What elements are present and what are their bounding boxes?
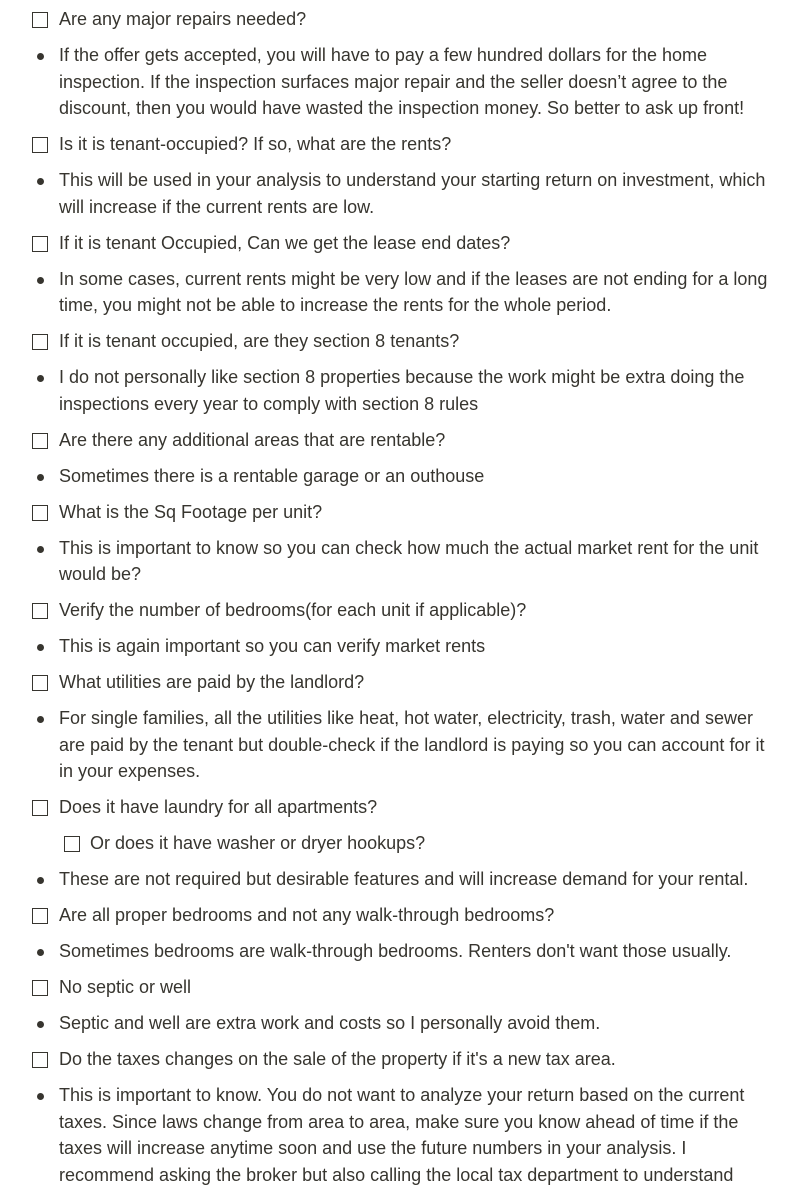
note-text-line: taxes will increase anytime soon and use the future numbers in your analysis. I (59, 1138, 687, 1158)
note-text-line: time, you might not be able to increase the rents for the whole period. (59, 295, 612, 315)
bullet-icon (37, 949, 44, 956)
note-text-line: I do not personally like section 8 properties because the work might be extra doing the (59, 367, 745, 387)
checklist-item-label: What is the Sq Footage per unit? (59, 501, 323, 522)
bullet-icon (37, 474, 44, 481)
checklist-item-label: Is it is tenant-occupied? If so, what are the rents? (59, 134, 452, 154)
note-text-line: Septic and well are extra work and costs so I personally avoid them. (59, 1013, 601, 1033)
checkbox[interactable] (32, 334, 48, 350)
note-text-line: taxes. Since laws change from area to area, make sure you know ahead of time if the (59, 1111, 739, 1132)
note-text-line: For single families, all the utilities like heat, hot water, electricity, trash, water and sewer (59, 708, 753, 728)
checkbox[interactable] (32, 675, 48, 691)
bullet-icon (37, 716, 44, 723)
checklist-item-label: What utilities are paid by the landlord? (59, 672, 365, 692)
note-text-line: Sometimes bedrooms are walk-through bedrooms. Renters don't want those usually. (59, 941, 732, 961)
checkbox[interactable] (32, 800, 48, 816)
checkbox[interactable] (32, 433, 48, 449)
checklist-item-label: Are all proper bedrooms and not any walk-through bedrooms? (59, 905, 555, 925)
bullet-icon (37, 1021, 44, 1028)
bullet-icon (37, 644, 44, 651)
bullet-icon (37, 877, 44, 884)
checklist-item-label: If it is tenant occupied, are they section 8 tenants? (59, 331, 460, 351)
checklist-item-label: Are any major repairs needed? (59, 9, 307, 29)
note-text-line: recommend asking the broker but also calling the local tax department to understand (59, 1164, 734, 1185)
checklist-item-label: No septic or well (59, 977, 192, 997)
note-text-line: If the offer gets accepted, you will have to pay a few hundred dollars for the home (59, 45, 708, 65)
checkbox[interactable] (32, 505, 48, 521)
checkbox[interactable] (32, 12, 48, 28)
checkbox[interactable] (32, 980, 48, 996)
note-text-line: These are not required but desirable features and will increase demand for your rental. (59, 869, 749, 889)
note-text-line: This is important to know so you can check how much the actual market rent for the unit (59, 537, 759, 558)
checkbox[interactable] (32, 1052, 48, 1068)
checkbox[interactable] (32, 236, 48, 252)
note-text-line: inspections every year to comply with section 8 rules (59, 393, 479, 414)
checkbox[interactable] (32, 137, 48, 153)
note-text-line: discount, then you would have wasted the inspection money. So better to ask up front! (59, 98, 745, 118)
bullet-icon (37, 277, 44, 284)
checkbox[interactable] (64, 836, 80, 852)
checklist-item-label: If it is tenant Occupied, Can we get the lease end dates? (59, 232, 511, 253)
note-text-line: In some cases, current rents might be very low and if the leases are not ending for a long (59, 268, 768, 289)
bullet-icon (37, 178, 44, 185)
checklist-item-label: Do the taxes changes on the sale of the property if it's a new tax area. (59, 1049, 616, 1069)
note-text-line: will increase if the current rents are low. (59, 196, 375, 217)
note-text-line: This will be used in your analysis to understand your starting return on investment, which (59, 170, 766, 190)
note-text-line: This is again important so you can verify market rents (59, 636, 486, 656)
note-text-line: are paid by the tenant but double-check if the landlord is paying so you can account for it (59, 734, 765, 755)
note-text-line: Sometimes there is a rentable garage or an outhouse (59, 465, 485, 486)
bullet-icon (37, 546, 44, 553)
note-text-line: would be? (59, 564, 142, 584)
checklist-item-label: Verify the number of bedrooms(for each unit if applicable)? (59, 600, 527, 620)
bullet-icon (37, 1093, 44, 1100)
checkbox[interactable] (32, 603, 48, 619)
checkbox[interactable] (32, 908, 48, 924)
bullet-icon (37, 53, 44, 60)
note-text-line: This is important to know. You do not want to analyze your return based on the current (59, 1085, 745, 1105)
checklist-item-label: Does it have laundry for all apartments? (59, 797, 378, 817)
note-text-line: inspection. If the inspection surfaces major repair and the seller doesn’t agree to the (59, 71, 728, 92)
note-text-line: in your expenses. (59, 761, 201, 781)
checklist-item-label: Or does it have washer or dryer hookups? (90, 833, 426, 853)
bullet-icon (37, 375, 44, 382)
checklist-item-label: Are there any additional areas that are rentable? (59, 429, 446, 450)
